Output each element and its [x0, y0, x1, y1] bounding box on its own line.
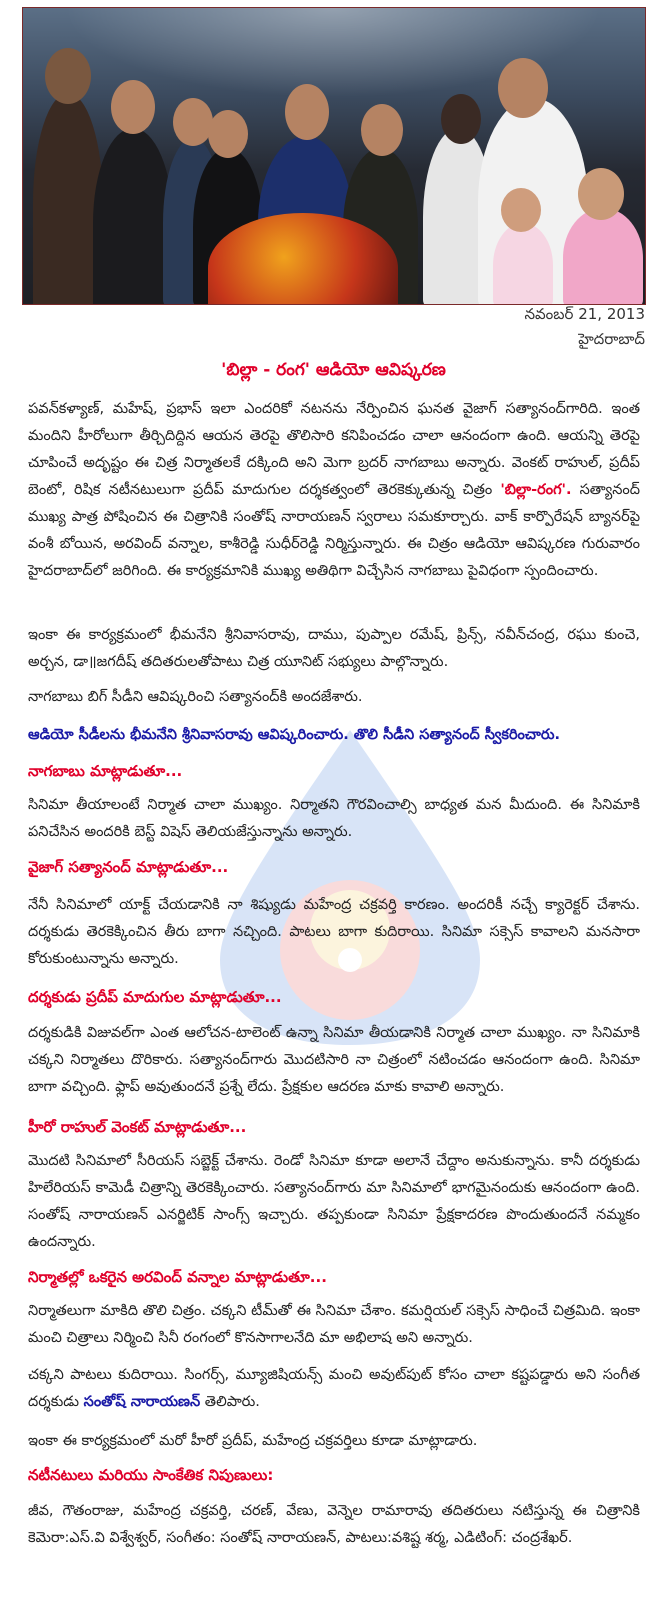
article-title: 'బిల్లా - రంగ' ఆడియో ఆవిష్కరణ: [221, 360, 446, 380]
heading-director: దర్శకుడు ప్రదీప్ మాదుగుల మాట్లాడుతూ...: [28, 988, 282, 1006]
paragraph-satyanand: నేనీ సినిమాలో యాక్ట్ చేయడానికి నా శిష్యుడు మహేంద్ర చక్రవర్తి కారణం. అందరికీ నచ్చే క్యారెక్టర్ చేశాను. దర్శకుడు తెరకెక్కించిన తీరు బాగా నచ్చింది. పాటలు బాగా కుదిరాయి. సినిమా సక్సెస్ కావాలని మనసారా కోరుకుంటున్నాను అన్నారు.: [28, 897, 640, 967]
paragraph-cast-crew: జీవ, గౌతంరాజు, మహేంద్ర చక్రవర్తి, చరణ్, వేణు, వెన్నెల రామారావు తదితరులు నటిస్తున్న ఈ చిత్రానికి కెమెరా:ఎస్.వి విశ్వేశ్వర్, సంగీతం: సంతోష్ నారాయణన్, పాటలు:వశిష్ట శర్మ, ఎడిటింగ్: చంద్రశేఖర్.: [28, 1503, 640, 1546]
event-photo: [22, 7, 646, 305]
heading-producer: నిర్మాతల్లో ఒకరైన అరవింద్ వన్నాల మాట్లాడుతూ...: [28, 1268, 327, 1286]
paragraph-big-cd: నాగబాబు బిగ్ సీడీని ఆవిష్కరించి సత్యానంద్‌కి అందజేశారు.: [28, 689, 363, 705]
article-location: హైదరాబాద్: [578, 330, 645, 348]
paragraph-audio-launch: ఆడియో సీడీలను భీమనేని శ్రీనివాసరావు ఆవిష్కరించారు. తొలి సీడీని సత్యానంద్ స్వీకరించారు.: [28, 727, 561, 743]
paragraph-director: దర్శకుడికి విజువల్‌గా ఎంత ఆలోచన-టాలెంట్ ఉన్నా సినిమా తీయడానికి నిర్మాత చాలా ముఖ్యం. నా సినిమాకి చక్కని నిర్మాతలు దొరికారు. సత్యానంద్‌గారు మొదటిసారి నా చిత్రంలో నటించడం ఆనందంగా ఉంది. సినిమా బాగా వచ్చింది. ఫ్లాప్ అవుతుందనే ప్రశ్నే లేదు. ప్రేక్షకుల ఆదరణ మాకు కావాలి అన్నారు.: [28, 1025, 640, 1095]
paragraph-intro: పవన్‌కళ్యాణ్, మహేష్, ప్రభాస్ ఇలా ఎందరికో నటనను నేర్పించిన ఘనత వైజాగ్ సత్యానంద్‌గారిది. ఇంత మందిని హీరోలుగా తీర్చిదిద్దిన ఆయన తెరపై తొలిసారి కనిపించడం చాలా ఆనందంగా ఉంది. ఆయన్ని తెరపై చూపించే అదృష్టం ఈ చిత్ర నిర్మాతలకే దక్కింది అని మెగా బ్రదర్ నాగబాబు అన్నారు. వెంకట్ రాహుల్, ప్రదీప్ బెంటో, రిషిక నటీనటులుగా ప్రదీప్ మాదుగుల దర్శకత్వంలో తెరకెక్కుతున్న చిత్రం 'బిల్లా-రంగ'. సత్యానంద్ ముఖ్య పాత్ర పోషించిన ఈ చిత్రానికి సంతోష్ నారాయణన్ స్వరాలు సమకూర్చారు. వాక్ కార్పొరేషన్ బ్యానర్‌పై వంశీ బోయిన, అరవింద్ వన్నాల, కాశీరెడ్డి సుధీర్‌రెడ్డి నిర్మిస్తున్నారు. ఈ చిత్రం ఆడియో ఆవిష్కరణ గురువారం హైదరాబాద్‌లో జరిగింది. ఈ కార్యక్రమానికి ముఖ్య అతిథిగా విచ్చేసిన నాగబాబు పైవిధంగా స్పందించారు.: [28, 401, 640, 579]
paragraph-music: చక్కని పాటలు కుదిరాయి. సింగర్స్, మ్యూజిషియన్స్ మంచి అవుట్‌పుట్ కోసం చాలా కష్టపడ్డారు అని సంగీత దర్శకుడు సంతోష్ నారాయణన్ తెలిపారు.: [28, 1367, 640, 1410]
film-title-inline: 'బిల్లా-రంగ'.: [500, 482, 572, 498]
heading-nagababu: నాగబాబు మాట్లాడుతూ...: [28, 762, 183, 780]
paragraph-guests: ఇంకా ఈ కార్యక్రమంలో భీమనేని శ్రీనివాసరావు, దాము, పుప్పాల రమేష్, ప్రిన్స్, నవీన్‌చంద్ర, రఘు కుంచె, అర్చన, డా॥జగదీష్ తదితరులతోపాటు చిత్ర యూనిట్ సభ్యులు పాల్గొన్నారు.: [28, 627, 640, 670]
paragraph-hero: మొదటి సినిమాలో సీరియస్ సబ్జెక్ట్ చేశాను. రెండో సినిమా కూడా అలానే చేద్దాం అనుకున్నాను. కానీ దర్శకుడు హిలేరియస్ కామెడీ చిత్రాన్ని తెరకెక్కించారు. సత్యానంద్‌గారు మా సినిమాలో భాగమైనందుకు ఆనందంగా ఉంది. సంతోష్ నారాయణన్ ఎనర్జిటిక్ సాంగ్స్ ఇచ్చారు. తప్పకుండా సినిమా ప్రేక్షకాదరణ పొందుతుందనే నమ్మకం ఉందన్నారు.: [28, 1153, 640, 1250]
article-date: నవంబర్ 21, 2013: [524, 305, 645, 323]
music-director-name: సంతోష్ నారాయణన్: [83, 1394, 201, 1410]
heading-hero: హీరో రాహుల్ వెంకట్ మాట్లాడుతూ...: [28, 1118, 247, 1136]
paragraph-nagababu: సినిమా తీయాలంటే నిర్మాత చాలా ముఖ్యం. నిర్మాతని గౌరవించాల్సి బాధ్యత మన మీదుంది. ఈ సినిమాకి పనిచేసిన అందరికి బెస్ట్ విషెస్ తెలియజేస్తున్నాను అన్నారు.: [28, 797, 640, 840]
paragraph-producer: నిర్మాతలుగా మాకిది తొలి చిత్రం. చక్కని టీమ్‌తో ఈ సినిమా చేశాం. కమర్షియల్ సక్సెస్ సాధించే చిత్రమిది. ఇంకా మంచి చిత్రాలు నిర్మించి సినీ రంగంలో కొనసాగాలనేది మా అభిలాష అని అన్నారు.: [28, 1303, 640, 1346]
heading-satyanand: వైజాగ్ సత్యానంద్ మాట్లాడుతూ...: [28, 858, 229, 876]
heading-cast-crew: నటీనటులు మరియు సాంకేతిక నిపుణులు:: [28, 1466, 274, 1484]
paragraph-others: ఇంకా ఈ కార్యక్రమంలో మరో హీరో ప్రదీప్, మహేంద్ర చక్రవర్తిలు కూడా మాట్లాడారు.: [28, 1433, 478, 1449]
